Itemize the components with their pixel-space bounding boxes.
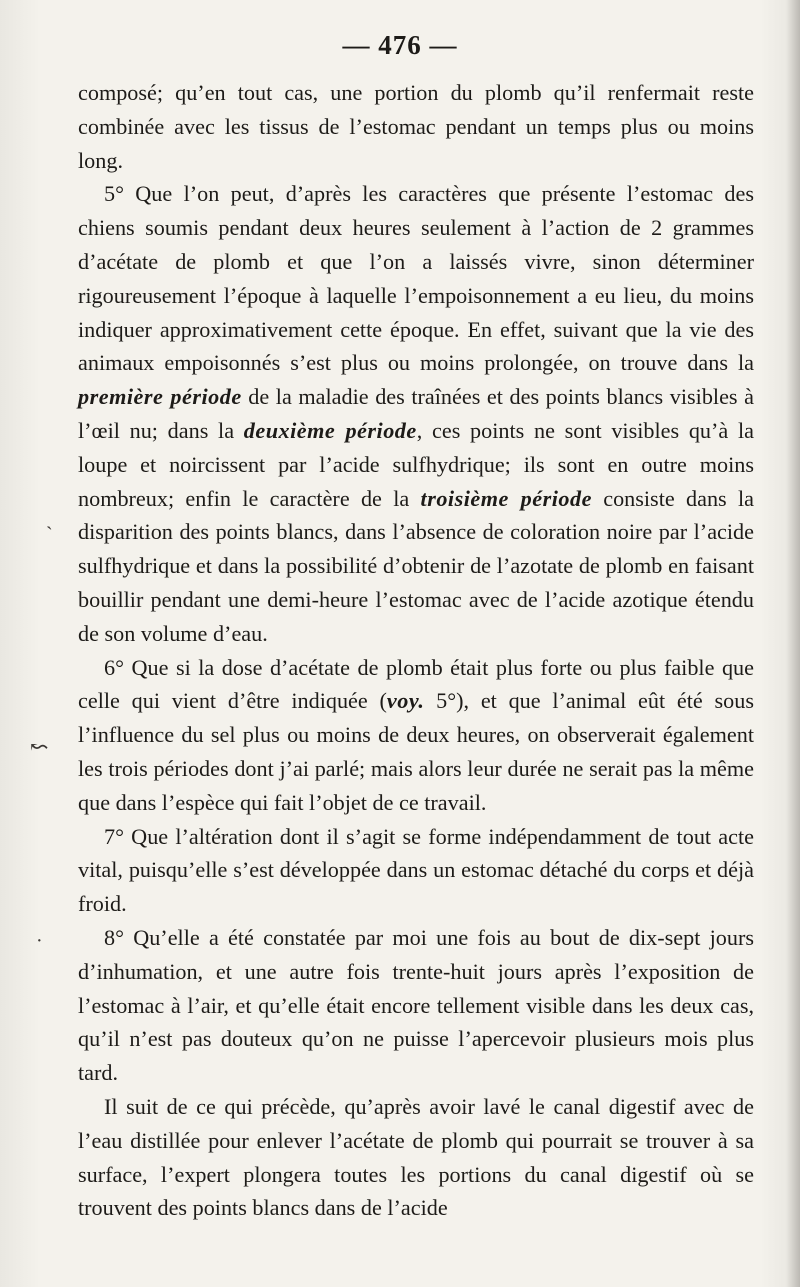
text-run: , ces points ne sont visibles qu’à la loupe et noircissent par l’acide sulfhydrique; ils sont en outre moins nombreux; enfin le caractère de la: [78, 417, 754, 511]
margin-tick-mark: ˏ: [46, 508, 53, 530]
text-run: Il suit de ce qui précède, qu’après avoir lavé le canal digestif avec de l’eau distillée pour enlever l’acétate de plomb qui pourrait se trouver à sa surface, l’expert plongera toutes les portions du canal digestif où se trouvent des points blancs dans de l’acide: [78, 1093, 754, 1221]
paragraph: [78, 1090, 754, 1225]
body-text: [78, 76, 754, 1225]
text-run: consiste dans la disparition des points blancs, dans l’absence de coloration noire par l’acide sulfhydrique et dans la possibilité d’obtenir de l’azotate de plomb en faisant bouillir pendant une demi-heure l’estomac avec de l’acide azotique étendu de son volume d’eau.: [78, 485, 754, 646]
text-run: composé; qu’en tout cas, une portion du plomb qu’il renfermait reste combinée avec les tissus de l’estomac pendant un temps plus ou moins long.: [78, 80, 754, 173]
paragraph: [78, 820, 754, 921]
text-run: 8° Qu’elle a été constatée par moi une fois au bout de dix-sept jours d’inhumation, et une autre fois trente-huit jours après l’exposition de l’estomac à l’air, et qu’elle était encore tellement visible dans les deux cas, qu’il n’est pas douteux qu’on ne puisse l’apercevoir plusieurs mois plus tard.: [78, 924, 754, 1086]
italic-term: voy.: [386, 688, 425, 714]
margin-hand-mark: ↜: [30, 734, 49, 759]
italic-term: deuxième période: [243, 417, 417, 443]
text-run: 5°), et que l’animal eût été sous l’influence du sel plus ou moins de deux heures, on observerait également les trois périodes dont j’ai parlé; mais alors leur durée ne serait pas la même que dans l’espèce qui fait l’objet de ce travail.: [78, 688, 754, 815]
paragraph: [78, 76, 754, 177]
text-run: 6° Que si la dose d’acétate de plomb était plus forte ou plus faible que celle qui vient d’être indiquée (: [78, 654, 754, 714]
text-run: de la maladie des traînées et des points blancs visibles à l’œil nu; dans la: [78, 384, 754, 443]
page-number: — 476 —: [342, 30, 458, 60]
italic-term: troisième période: [420, 485, 592, 511]
page-spine-shadow: [786, 0, 800, 1287]
text-run: 7° Que l’altération dont il s’agit se forme indépendamment de tout acte vital, puisqu’elle s’est développée dans un estomac détaché du corps et déjà froid.: [78, 823, 754, 917]
paragraph: [78, 177, 754, 650]
text-run: 5° Que l’on peut, d’après les caractères que présente l’estomac des chiens soumis pendant deux heures seulement à l’action de 2 grammes d’acétate de plomb et que l’on a laissés vivre, sinon déterminer rigoureusement l’époque à laquelle l’empoisonnement a eu lieu, du moins indiquer approximativement cette époque. En effet, suivant que la vie des animaux empoisonnés s’est plus ou moins prolongée, on trouve dans la: [78, 181, 754, 376]
paragraph: [78, 921, 754, 1090]
italic-term: première période: [78, 384, 242, 410]
paragraph: [78, 651, 754, 820]
margin-dot-mark: ·: [36, 930, 43, 952]
